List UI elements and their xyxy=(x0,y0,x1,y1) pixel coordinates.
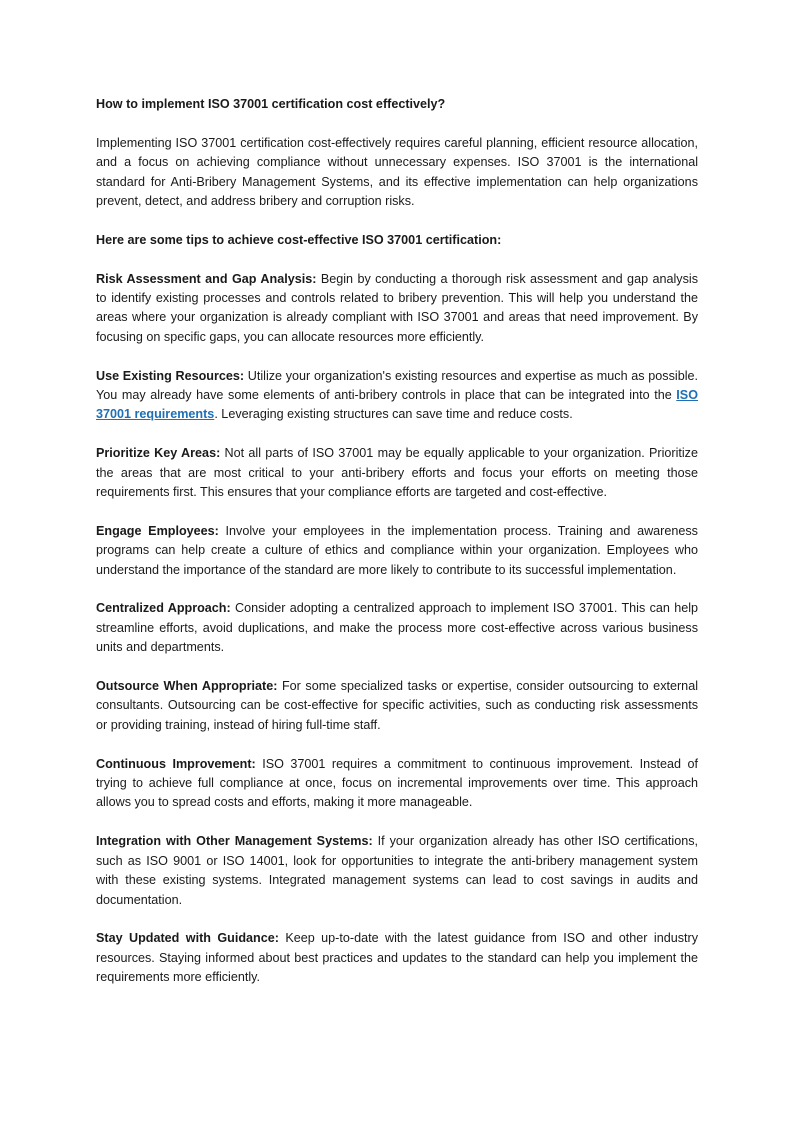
tip-text: ISO 37001 requires a commitment to continuous improvement. Instead of trying to achieve full compliance at once, focus on incremental improvements over time. This approach allows you to spread costs and efforts, making it more manageable. xyxy=(96,756,698,810)
tip-text: . Leveraging existing structures can save time and reduce costs. xyxy=(214,407,573,422)
tip-text: Utilize your organization's existing resources and expertise as much as possible. You may already have some elements of anti-bribery controls in place that can be integrated into the xyxy=(96,368,698,403)
tip-title: Use Existing Resources: xyxy=(96,368,245,383)
tip-title: Stay Updated with Guidance: xyxy=(96,931,279,946)
tip-paragraph xyxy=(96,599,698,657)
tip-text: If your organization already has other ISO certifications, such as ISO 9001 or ISO 14001, look for opportunities to integrate the anti-bribery management system with these existing systems. Integrated management systems can lead to cost savings in audits and documentation. xyxy=(96,834,698,907)
tip-paragraph xyxy=(96,929,698,987)
iso-37001-requirements-link[interactable]: ISO 37001 requirements xyxy=(96,388,698,422)
tip-text: Involve your employees in the implementation process. Training and awareness programs can help create a culture of ethics and compliance within your organization. Employees who understand the importance of the standard are more likely to contribute to its successful implementation. xyxy=(96,523,698,577)
tip-title: Continuous Improvement: xyxy=(96,756,256,771)
document-title: How to implement ISO 37001 certification cost effectively? xyxy=(96,97,446,111)
tip-title: Outsource When Appropriate: xyxy=(96,679,278,694)
tip-paragraph xyxy=(96,677,698,735)
tip-paragraph xyxy=(96,270,698,348)
tip-paragraph xyxy=(96,832,698,910)
tip-title: Engage Employees: xyxy=(96,523,219,538)
tip-paragraph xyxy=(96,522,698,580)
intro-paragraph: Implementing ISO 37001 certification cost-effectively requires careful planning, efficient resource allocation, and a focus on achieving compliance without unnecessary expenses. ISO 37001 is the international standard for Anti-Bribery Management Systems, and its effective implementation can help organizations prevent, detect, and address bribery and corruption risks. xyxy=(96,135,698,209)
tip-paragraph xyxy=(96,367,698,425)
tip-paragraph xyxy=(96,755,698,813)
tip-text: For some specialized tasks or expertise, consider outsourcing to external consultants. Outsourcing can be cost-effective for specific activities, such as conducting risk assessments or providing training, instead of hiring full-time staff. xyxy=(96,679,698,732)
tip-text: Keep up-to-date with the latest guidance from ISO and other industry resources. Staying informed about best practices and updates to the standard can help you implement the requirements more efficiently. xyxy=(96,931,699,985)
tip-text: Consider adopting a centralized approach to implement ISO 37001. This can help streamline efforts, avoid duplications, and make the process more cost-effective across various business units and departments. xyxy=(96,601,698,655)
tip-text: Not all parts of ISO 37001 may be equally applicable to your organization. Prioritize the areas that are most critical to your anti-bribery efforts and focus your efforts on meeting those requirements first. This ensures that your compliance efforts are targeted and cost-effective. xyxy=(96,446,698,500)
document-page xyxy=(96,95,698,1007)
tip-paragraph xyxy=(96,444,698,502)
tip-title: Prioritize Key Areas: xyxy=(96,446,221,461)
tip-title: Centralized Approach: xyxy=(96,601,231,616)
tip-title: Integration with Other Management Systems: xyxy=(96,834,373,849)
tip-title: Risk Assessment and Gap Analysis: xyxy=(96,271,317,286)
tip-text: Begin by conducting a thorough risk assessment and gap analysis to identify existing processes and controls related to bribery prevention. This will help you understand the areas where your organization is already compliant with ISO 37001 and areas that need improvement. By focusing on specific gaps, you can allocate resources more efficiently. xyxy=(96,271,698,344)
tips-heading: Here are some tips to achieve cost-effective ISO 37001 certification: xyxy=(96,232,502,247)
